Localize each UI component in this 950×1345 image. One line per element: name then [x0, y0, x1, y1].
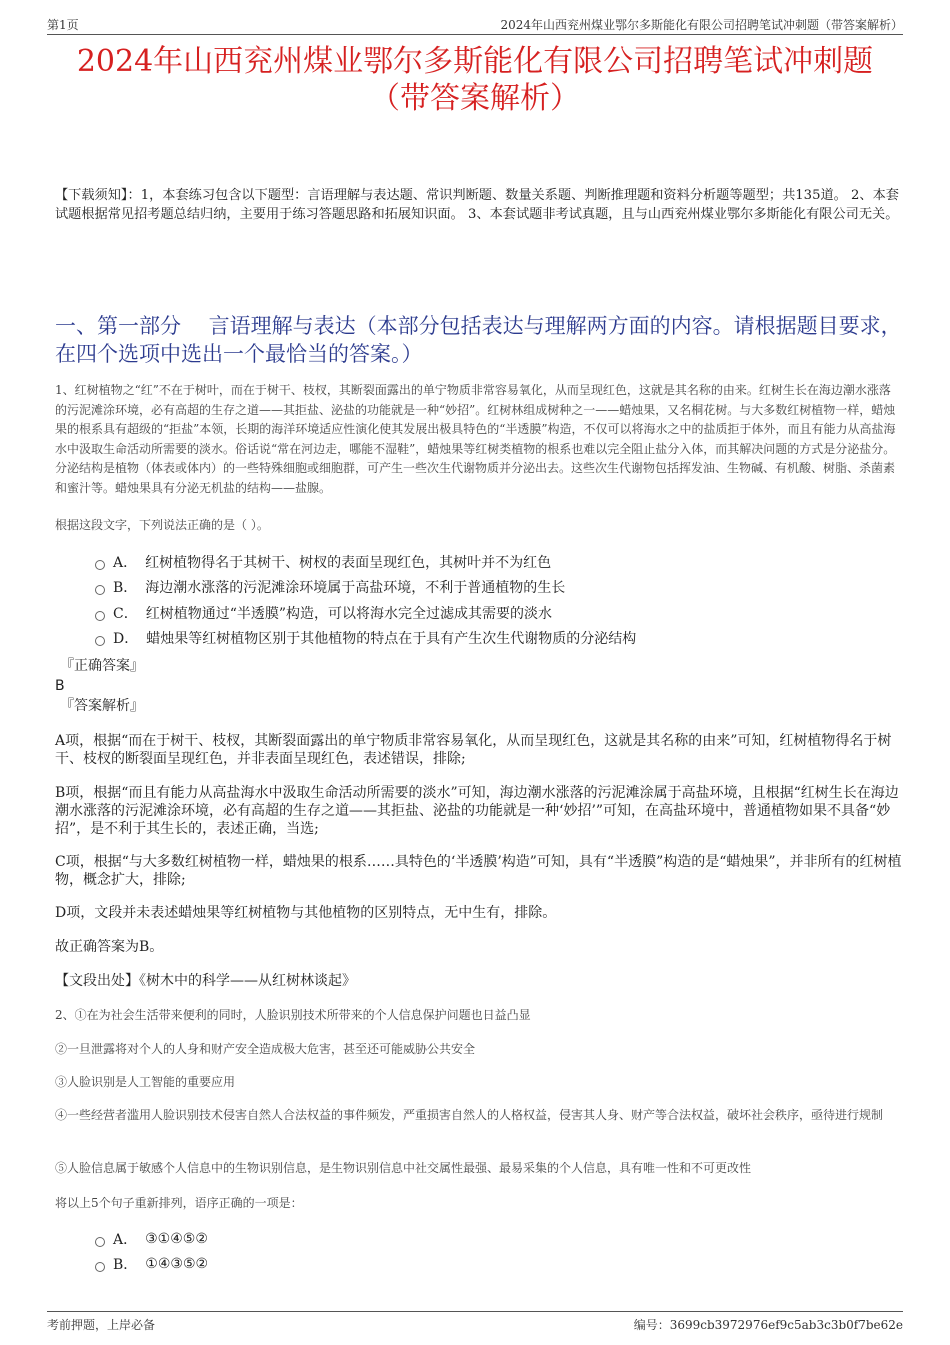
- download-notice: 【下载须知】：1，本套练习包含以下题型：言语理解与表达题、常识判断题、数量关系题、判断推理题和资料分析题等题型；共135道。 2、本套试题根据常见招考题总结归纳，主要用于练习答题思路和拓展知识面。 3、本套试题非考试真题，且与山西兖州煤业鄂尔多斯能化有限公司无关。: [55, 188, 899, 222]
- q2-option-b[interactable]: B． ①④③⑤②: [95, 1252, 910, 1278]
- section-heading: 一、第一部分 言语理解与表达（本部分包括表达与理解两方面的内容。请根据题目要求，在四个选项中选出一个最恰当的答案。）: [55, 314, 902, 366]
- source-citation: 【文段出处】《树木中的科学——从红树林谈起》: [55, 973, 356, 989]
- q2-option-a[interactable]: A． ③①④⑤②: [95, 1226, 910, 1252]
- q1-passage: 1、红树植物之“红”不在于树叶，而在于树干、枝杈，其断裂面露出的单宁物质非常容易氧化，从而呈现红色，这就是其名称的由来。红树生长在海边潮水涨落的污泥滩涂环境，必有高超的生存之道——其拒盐、泌盐的功能就是一种“妙招”。红树林组成树种之一——蜡烛果，又名桐花树。与大多数红树植物一样，蜡烛果的根系具有超级的“拒盐”本领，长期的海洋环境适应性演化使其发展出极具特色的“半透膜”构造，不仅可以将海水之中的盐质拒于体外，而且有能力从高盐海水中汲取生命活动所需要的淡水。俗话说“常在河边走，哪能不湿鞋”，蜡烛果等红树类植物的根系也难以完全阻止盐分入体，而其解决问题的方式是分泌盐分。分泌结构是植物（体表或体内）的一些特殊细胞或细胞群，可产生一些次生代谢物质并分泌出去。这些次生代谢物包括挥发油、生物碱、有机酸、树脂、杀菌素和蜜汁等。蜡烛果具有分泌无机盐的结构——盐腺。: [55, 383, 896, 495]
- analysis-item-d: D项，文段并未表述蜡烛果等红树植物与其他植物的区别特点，无中生有，排除。: [55, 905, 557, 921]
- page-title-line1: 2024年山西兖州煤业鄂尔多斯能化有限公司招聘笔试冲刺题: [76, 44, 874, 79]
- correct-answer-value: B: [55, 678, 65, 694]
- q2-options: [95, 1226, 910, 1277]
- q2-sentence-4: ④一些经营者滥用人脸识别技术侵害自然人合法权益的事件频发，严重损害自然人的人格权益，侵害其人身、财产等合法权益，破坏社会秩序，亟待进行规制: [55, 1108, 884, 1122]
- correct-answer-label: 『正确答案』: [60, 658, 144, 674]
- analysis-label: 『答案解析』: [60, 698, 144, 714]
- option-text: 红树植物得名于其树干、树杈的表面呈现红色，其树叶并不为红色: [145, 554, 552, 571]
- radio-icon[interactable]: [95, 1237, 105, 1247]
- q1-option-b[interactable]: B． 海边潮水涨落的污泥滩涂环境属于高盐环境，不利于普通植物的生长: [95, 575, 910, 601]
- q1-option-a[interactable]: A． 红树植物得名于其树干、树杈的表面呈现红色，其树叶并不为红色: [95, 549, 910, 575]
- analysis-item-a: A项，根据“而在于树干、枝杈，其断裂面露出的单宁物质非常容易氧化，从而呈现红色，这就是其名称的由来”可知，红树植物得名于树干、枝杈的断裂面呈现红色，并非表面呈现红色，表述错误，排除;: [55, 733, 892, 767]
- option-text: 红树植物通过“半透膜”构造，可以将海水完全过滤成其需要的淡水: [145, 605, 553, 622]
- radio-icon[interactable]: [95, 560, 105, 570]
- analysis-conclusion: 故正确答案为B。: [55, 939, 164, 955]
- analysis-item-b: B项，根据“而且有能力从高盐海水中汲取生命活动所需要的淡水”可知，海边潮水涨落的污泥滩涂属于高盐环境，且根据“红树生长在海边潮水涨落的污泥滩涂环境，必有高超的生存之道——其拒盐、泌盐的功能就是一种‘妙招’”可知，在高盐环境中，普通植物如果不具备“妙招”，是不利于其生长的，表述正确，当选;: [55, 785, 899, 837]
- q1-option-d[interactable]: D． 蜡烛果等红树植物区别于其他植物的特点在于具有产生次生代谢物质的分泌结构: [95, 626, 910, 652]
- q1-prompt: 根据这段文字，下列说法正确的是（ ）。: [55, 518, 269, 532]
- q1-options: [95, 549, 910, 651]
- q2-sentence-3: ③人脸识别是人工智能的重要应用: [55, 1075, 236, 1089]
- page-title: [30, 43, 920, 117]
- radio-icon[interactable]: [95, 611, 105, 621]
- q1-option-c[interactable]: C． 红树植物通过“半透膜”构造，可以将海水完全过滤成其需要的淡水: [95, 600, 910, 626]
- page-footer: [47, 1311, 903, 1332]
- radio-icon[interactable]: [95, 585, 105, 595]
- radio-icon[interactable]: [95, 1262, 105, 1272]
- page-title-line2: （带答案解析）: [370, 81, 580, 116]
- q2-prompt: 将以上5个句子重新排列，语序正确的一项是：: [55, 1196, 303, 1210]
- header-doc-title: 2024年山西兖州煤业鄂尔多斯能化有限公司招聘笔试冲刺题（带答案解析）: [500, 18, 903, 32]
- analysis-item-c: C项，根据“与大多数红树植物一样，蜡烛果的根系……具特色的‘半透膜’构造”可知，具有“半透膜”构造的是“蜡烛果”，并非所有的红树植物，概念扩大，排除;: [55, 854, 902, 888]
- q2-sentence-2: ②一旦泄露将对个人的人身和财产安全造成极大危害，甚至还可能威胁公共安全: [55, 1042, 476, 1056]
- option-text: 海边潮水涨落的污泥滩涂环境属于高盐环境，不利于普通植物的生长: [145, 580, 566, 597]
- footer-doc-id: 编号：3699cb3972976ef9c5ab3c3b0f7be62e: [633, 1318, 903, 1332]
- q2-sentence-5: ⑤人脸信息属于敏感个人信息中的生物识别信息，是生物识别信息中社交属性最强、最易采集的个人信息，具有唯一性和不可更改性: [55, 1161, 752, 1175]
- radio-icon[interactable]: [95, 636, 105, 646]
- option-text: ①④③⑤②: [145, 1256, 209, 1273]
- option-text: ③①④⑤②: [145, 1230, 208, 1247]
- page-number: 第1页: [47, 18, 79, 32]
- q2-stem: 2、①在为社会生活带来便利的同时，人脸识别技术所带来的个人信息保护问题也日益凸显: [55, 1008, 531, 1022]
- option-text: 蜡烛果等红树植物区别于其他植物的特点在于具有产生次生代谢物质的分泌结构: [146, 631, 637, 648]
- page-header: [47, 14, 903, 35]
- footer-slogan: 考前押题，上岸必备: [47, 1318, 156, 1332]
